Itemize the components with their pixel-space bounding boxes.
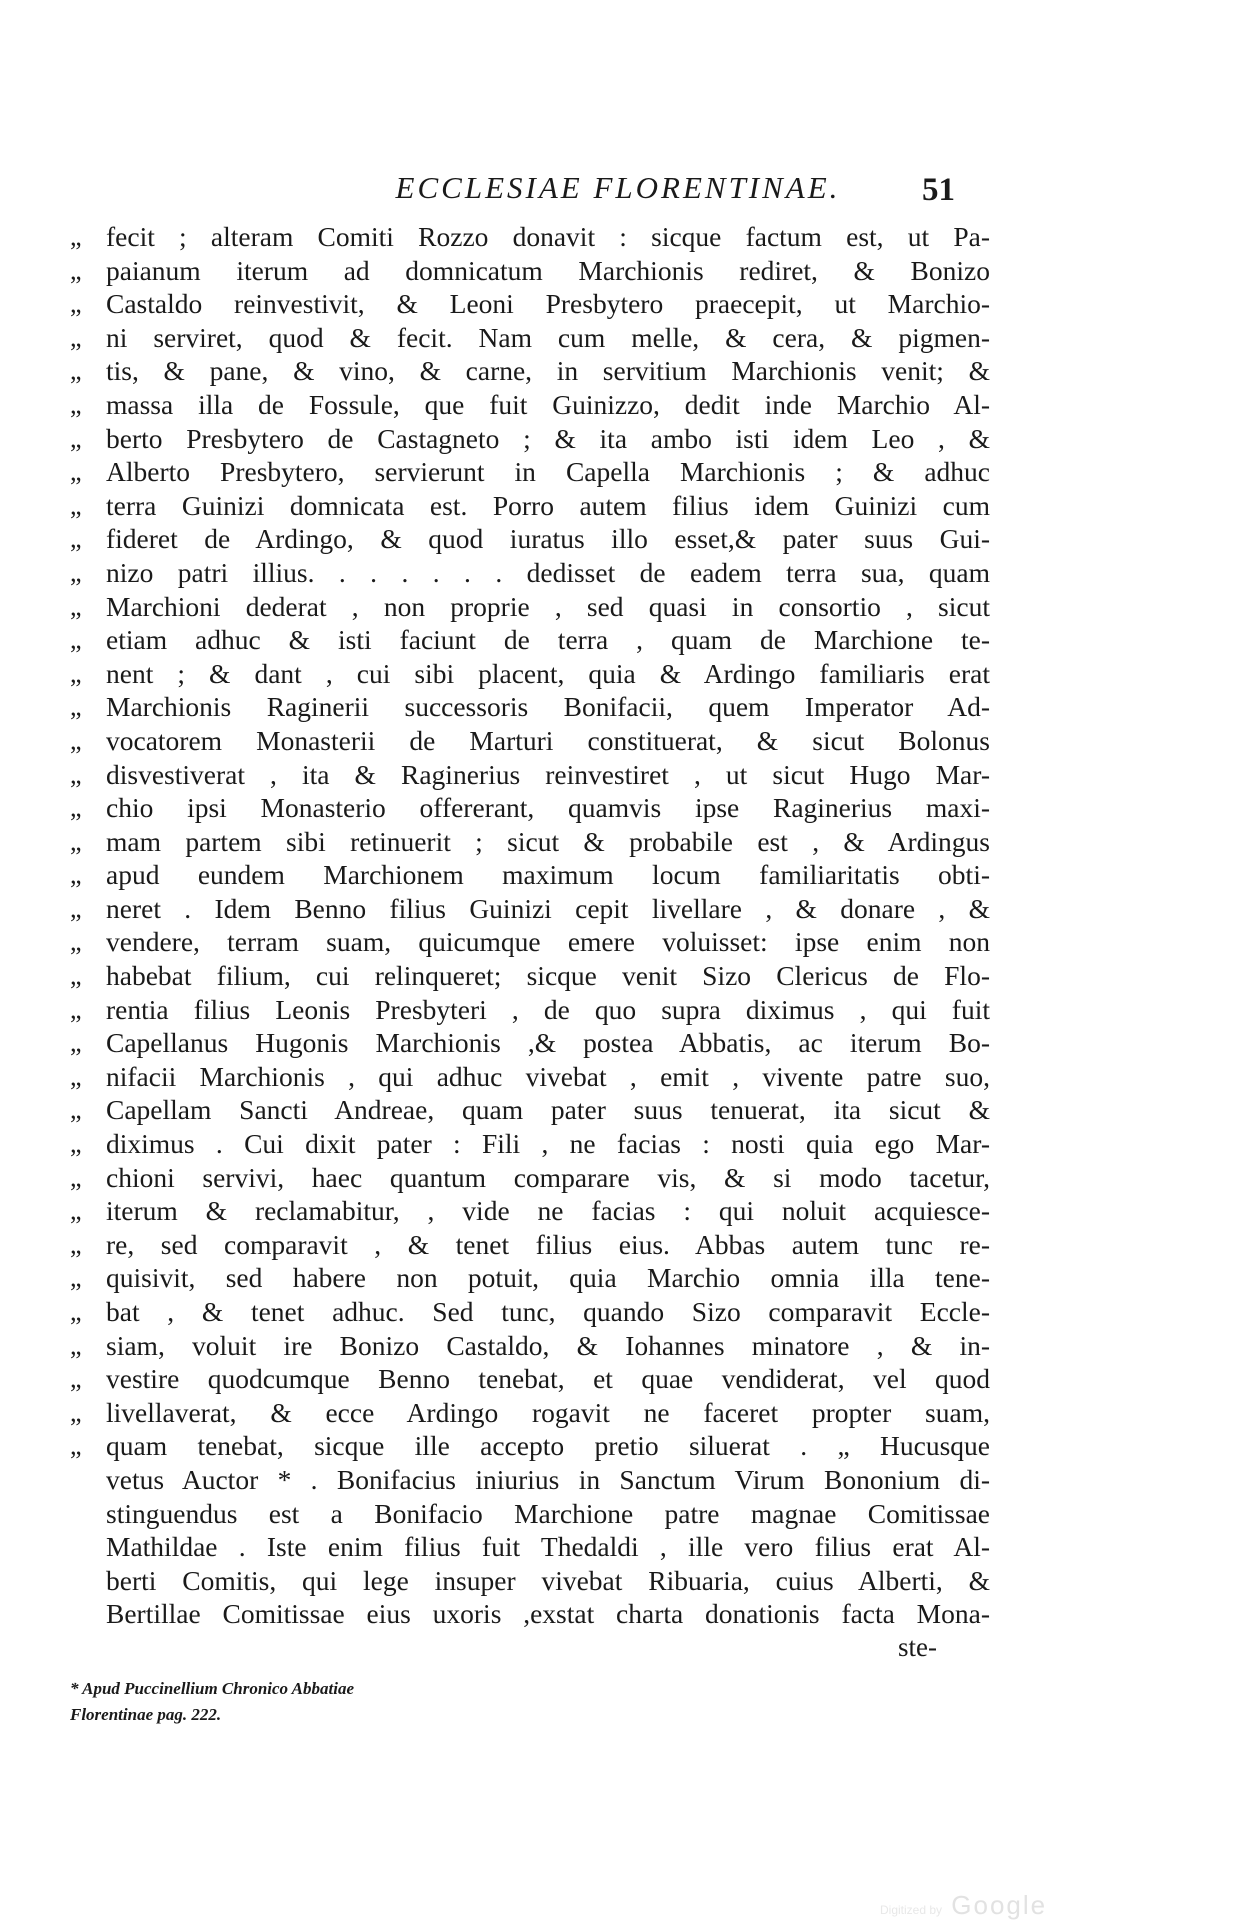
line-text: livellaverat, & ecce Ardingo rogavit ne faceret propter suam, [106,1396,990,1428]
text-line [70,388,990,422]
text-line [70,825,990,859]
text-line [70,1396,990,1430]
line-text: Capellam Sancti Andreae, quam pater suus tenuerat, ita sicut & [106,1094,990,1126]
line-text: quisivit, sed habere non potuit, quia Marchio omnia illa tene- [106,1262,990,1294]
line-text: nizo patri illius. . . . . . . dedisset de eadem terra sua, quam [106,556,990,588]
line-text: habebat filium, cui relinqueret; sicque venit Sizo Clericus de Flo- [106,960,990,992]
line-text: Alberto Presbytero, servierunt in Capella Marchionis ; & adhuc [106,456,990,488]
text-line [70,993,990,1027]
digitization-watermark [880,1890,1047,1921]
catchword: ste- [898,1632,937,1662]
quote-mark: „ [70,1364,82,1394]
text-line [70,1564,990,1598]
line-text: terra Guinizi domnicata est. Porro autem filius idem Guinizi cum [106,489,990,521]
line-text: Mathildae . Iste enim filius fuit Thedaldi , ille vero filius erat Al- [106,1531,990,1563]
text-line [70,1228,990,1262]
line-text: vestire quodcumque Benno tenebat, et quae vendiderat, vel quod [106,1363,990,1395]
quote-mark: „ [70,826,82,856]
quote-mark: „ [70,994,82,1024]
quote-mark: „ [70,289,82,319]
text-line [70,1161,990,1195]
running-head: ECCLESIAE FLORENTINAE. [395,170,841,205]
quote-mark: „ [70,1095,82,1125]
quote-mark: „ [70,1229,82,1259]
quote-mark: „ [70,692,82,722]
text-line [70,623,990,657]
text-line [70,1463,990,1497]
body-text [70,220,990,1631]
quote-mark: „ [70,725,82,755]
text-line [70,1295,990,1329]
text-line [70,1127,990,1161]
text-line [70,1597,990,1631]
line-text: stinguendus est a Bonifacio Marchione patre magnae Comitissae [106,1497,990,1529]
text-line [70,858,990,892]
quote-mark: „ [70,793,82,823]
line-text: Marchioni dederat , non proprie , sed quasi in consortio , sicut [106,590,990,622]
line-text: neret . Idem Benno filius Guinizi cepit livellare , & donare , & [106,892,990,924]
line-text: Capellanus Hugonis Marchionis ,& postea Abbatis, ac iterum Bo- [106,1027,990,1059]
quote-mark: „ [70,524,82,554]
quote-mark: „ [70,1431,82,1461]
text-line [70,758,990,792]
text-line [70,1429,990,1463]
footnote-line-2: Florentinae pag. 222. [70,1705,222,1724]
line-text: Castaldo reinvestivit, & Leoni Presbytero praecepit, ut Marchio- [106,288,990,320]
text-line [70,254,990,288]
footnote [70,1676,590,1728]
line-text: re, sed comparavit , & tenet filius eius. Abbas autem tunc re- [106,1228,990,1260]
text-line [70,354,990,388]
line-text: paianum iterum ad domnicatum Marchionis rediret, & Bonizo [106,254,990,286]
page-number: 51 [922,172,955,208]
line-text: Marchionis Raginerii successoris Bonifacii, quem Imperator Ad- [106,691,990,723]
quote-mark: „ [70,1061,82,1091]
quote-mark: „ [70,222,82,251]
line-text: diximus . Cui dixit pater : Fili , ne facias : nosti quia ego Mar- [106,1128,990,1160]
line-text: massa illa de Fossule, que fuit Guinizzo, dedit inde Marchio Al- [106,388,990,420]
text-line [70,724,990,758]
quote-mark: „ [70,1297,82,1326]
quote-mark: „ [70,860,82,890]
line-text: nifacii Marchionis , qui adhuc vivebat , emit , vivente patre suo, [106,1060,990,1092]
text-line [70,690,990,724]
quote-mark: „ [70,759,82,789]
quote-mark: „ [70,1028,82,1058]
line-text: apud eundem Marchionem maximum locum familiaritatis obti- [106,859,990,891]
watermark-prefix: Digitized by [880,1903,943,1917]
text-line [70,455,990,489]
text-line [70,1261,990,1295]
quote-mark: „ [70,322,82,352]
text-line [70,657,990,691]
text-line [70,321,990,355]
quote-mark: „ [70,1196,82,1226]
quote-mark: „ [70,591,82,621]
quote-mark: „ [70,1397,82,1427]
text-line [70,1530,990,1564]
text-line [70,791,990,825]
text-line [70,1194,990,1228]
quote-mark: „ [70,1129,82,1159]
text-line [70,422,990,456]
quote-mark: „ [70,457,82,487]
quote-mark: „ [70,557,82,587]
line-text: disvestiverat , ita & Raginerius reinvestiret , ut sicut Hugo Mar- [106,758,990,790]
line-text: quam tenebat, sicque ille accepto pretio siluerat . „ Hucusque [106,1430,990,1462]
text-line [70,590,990,624]
quote-mark: „ [70,961,82,991]
line-text: mam partem sibi retinuerit ; sicut & probabile est , & Ardingus [106,825,990,857]
text-line [70,287,990,321]
text-line [70,1362,990,1396]
text-line [70,1497,990,1531]
quote-mark: „ [70,1330,82,1360]
text-line [70,1060,990,1094]
quote-mark: „ [70,490,82,520]
line-text: iterum & reclamabitur, , vide ne facias : qui noluit acquiesce- [106,1195,990,1227]
quote-mark: „ [70,356,82,386]
quote-mark: „ [70,423,82,453]
line-text: nent ; & dant , cui sibi placent, quia & Ardingo familiaris erat [106,657,990,689]
line-text: siam, voluit ire Bonizo Castaldo, & Iohannes minatore , & in- [106,1329,990,1361]
line-text: rentia filius Leonis Presbyteri , de quo supra diximus , qui fuit [106,993,990,1025]
line-text: etiam adhuc & isti faciunt de terra , quam de Marchione te- [106,624,990,656]
text-line [70,892,990,926]
text-line [70,1026,990,1060]
quote-mark: „ [70,625,82,655]
quote-mark: „ [70,893,82,923]
quote-mark: „ [70,255,82,285]
line-text: Bertillae Comitissae eius uxoris ,exstat charta donationis facta Mona- [106,1598,990,1630]
text-line [70,556,990,590]
line-text: fecit ; alteram Comiti Rozzo donavit : sicque factum est, ut Pa- [106,221,990,252]
text-line [70,925,990,959]
quote-mark: „ [70,389,82,419]
quote-mark: „ [70,1162,82,1192]
line-text: ni serviret, quod & fecit. Nam cum melle, & cera, & pigmen- [106,321,990,353]
line-text: tis, & pane, & vino, & carne, in servitium Marchionis venit; & [106,355,990,387]
quote-mark: „ [70,1263,82,1293]
line-text: fideret de Ardingo, & quod iuratus illo esset,& pater suus Gui- [106,523,990,555]
line-text: berti Comitis, qui lege insuper vivebat Ribuaria, cuius Alberti, & [106,1564,990,1596]
line-text: vendere, terram suam, quicumque emere voluisset: ipse enim non [106,926,990,958]
text-line [70,489,990,523]
line-text: bat , & tenet adhuc. Sed tunc, quando Sizo comparavit Eccle- [106,1296,990,1327]
quote-mark: „ [70,658,82,688]
text-line [70,522,990,556]
line-text: vetus Auctor * . Bonifacius iniurius in Sanctum Virum Bononium di- [106,1463,990,1495]
watermark-brand: Google [951,1890,1048,1920]
text-line [70,220,990,254]
quote-mark: „ [70,927,82,957]
footnote-line-1: * Apud Puccinellium Chronico Abbatiae [70,1679,354,1698]
line-text: chio ipsi Monasterio offererant, quamvis ipse Raginerius maxi- [106,792,990,824]
text-line [70,1329,990,1363]
line-text: vocatorem Monasterii de Marturi constituerat, & sicut Bolonus [106,724,990,756]
text-line [70,959,990,993]
line-text: berto Presbytero de Castagneto ; & ita ambo isti idem Leo , & [106,422,990,454]
text-line [70,1093,990,1127]
line-text: chioni servivi, haec quantum comparare vis, & si modo tacetur, [106,1161,990,1193]
